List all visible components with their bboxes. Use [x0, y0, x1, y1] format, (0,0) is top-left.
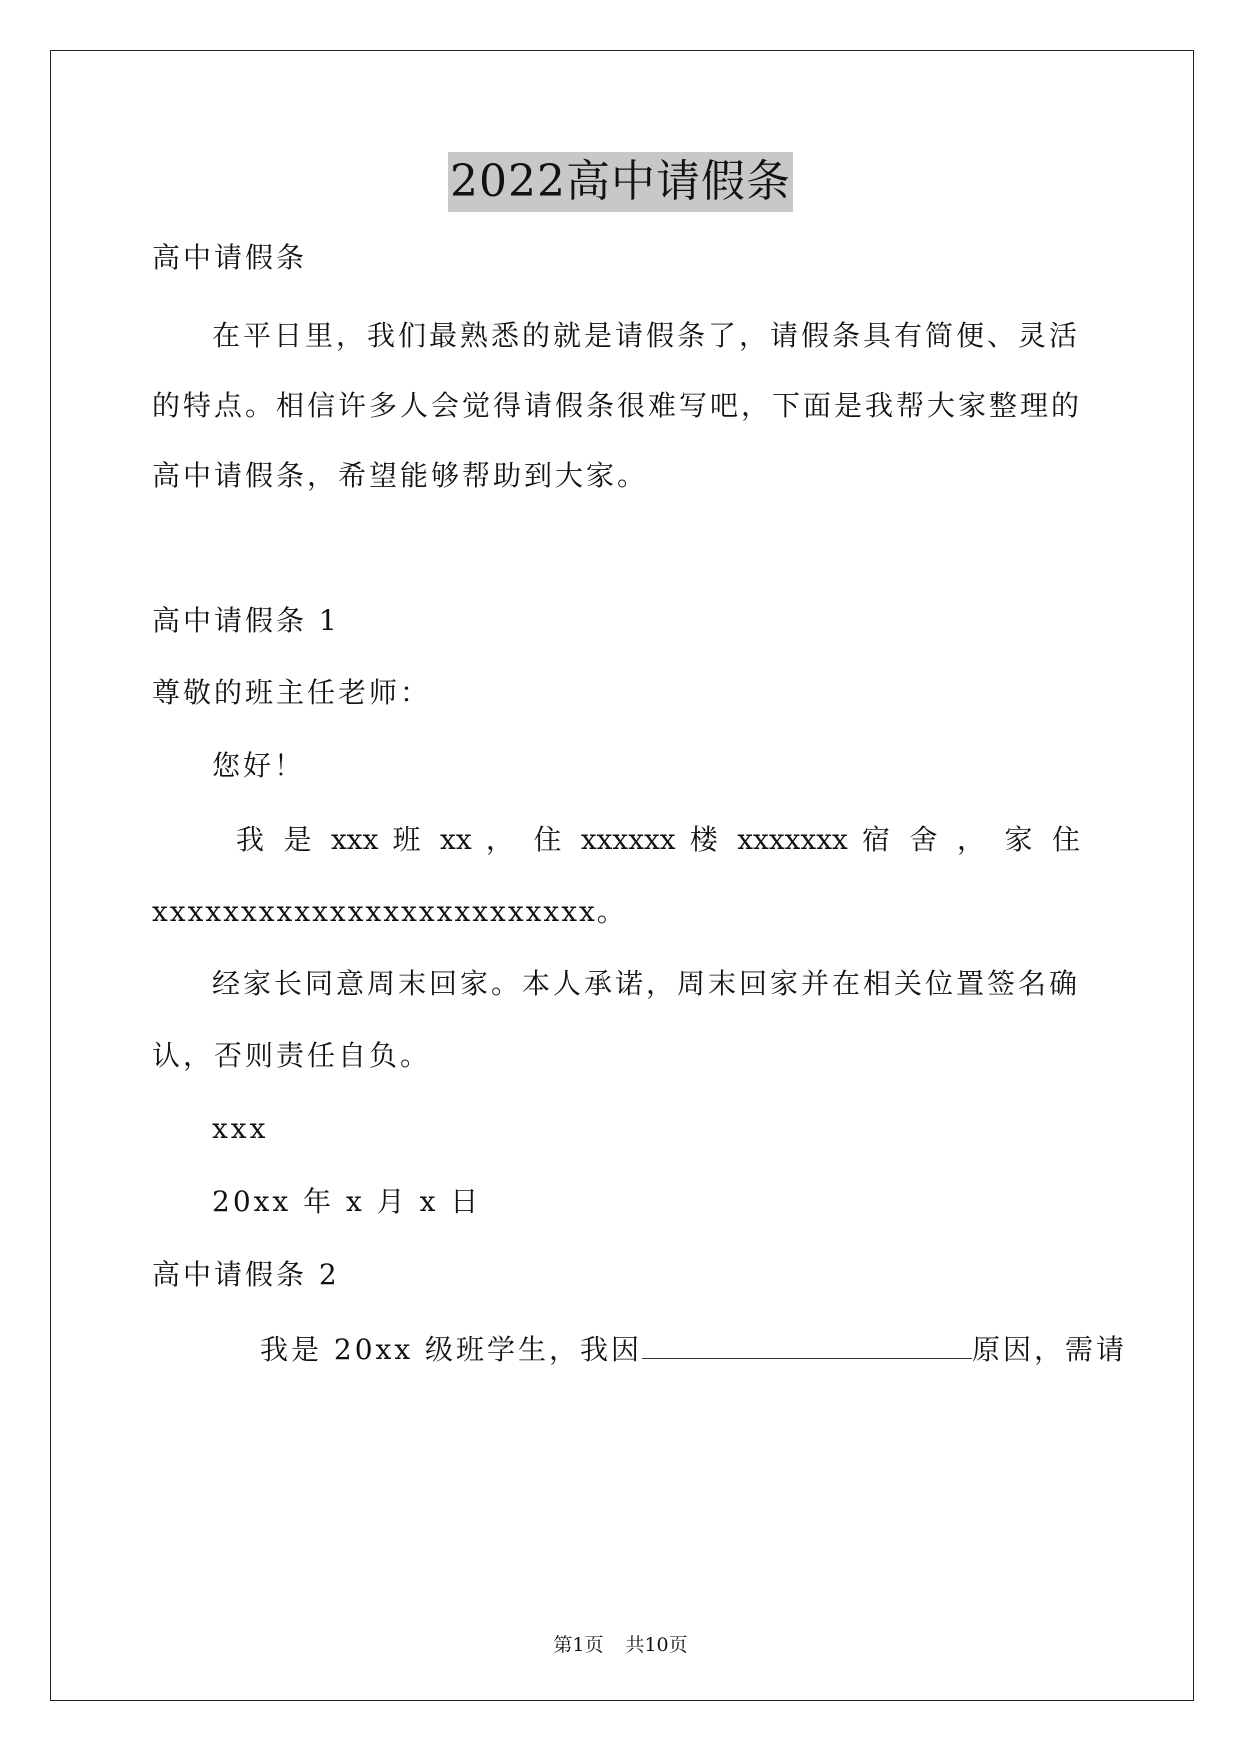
page-total: 共10页	[625, 1634, 688, 1656]
letter1-body-line-3: 经家长同意周末回家。本人承诺，周末回家并在相关位置签名确	[212, 967, 1081, 1000]
letter2-line-1	[260, 1328, 1127, 1370]
letter2-heading: 高中请假条 2	[152, 1258, 340, 1291]
section-heading: 高中请假条	[152, 241, 308, 274]
fill-in-blank	[642, 1328, 972, 1359]
letter1-greeting: 您好！	[212, 749, 306, 782]
letter1-heading: 高中请假条 1	[152, 604, 340, 637]
intro-line-2: 的特点。相信许多人会觉得请假条很难写吧，下面是我帮大家整理的	[152, 389, 1083, 422]
page-footer	[0, 1632, 1241, 1658]
intro-line-3: 高中请假条，希望能够帮助到大家。	[152, 459, 649, 492]
title-container	[0, 152, 1241, 212]
letter2-line-1-before: 我是 20xx 级班学生，我因	[260, 1333, 643, 1366]
letter2-line-1-after: 原因，需请	[972, 1333, 1128, 1366]
letter1-body-line-2: xxxxxxxxxxxxxxxxxxxxxxxxx。	[152, 895, 627, 928]
document-title: 2022高中请假条	[448, 152, 793, 212]
letter1-date: 20xx 年 x 月 x 日	[212, 1185, 482, 1218]
letter1-body-line-1: 我 是 xxx 班 xx ， 住 xxxxxx 楼 xxxxxxx 宿 舍 ， 家 住	[236, 823, 1080, 856]
intro-line-1: 在平日里，我们最熟悉的就是请假条了，请假条具有简便、灵活	[212, 319, 1081, 352]
letter1-body-line-4: 认，否则责任自负。	[152, 1039, 432, 1072]
letter1-signature: xxx	[212, 1112, 269, 1145]
letter1-salutation: 尊敬的班主任老师：	[152, 676, 432, 709]
page-border	[50, 50, 1194, 1701]
page-number: 第1页	[553, 1634, 604, 1656]
